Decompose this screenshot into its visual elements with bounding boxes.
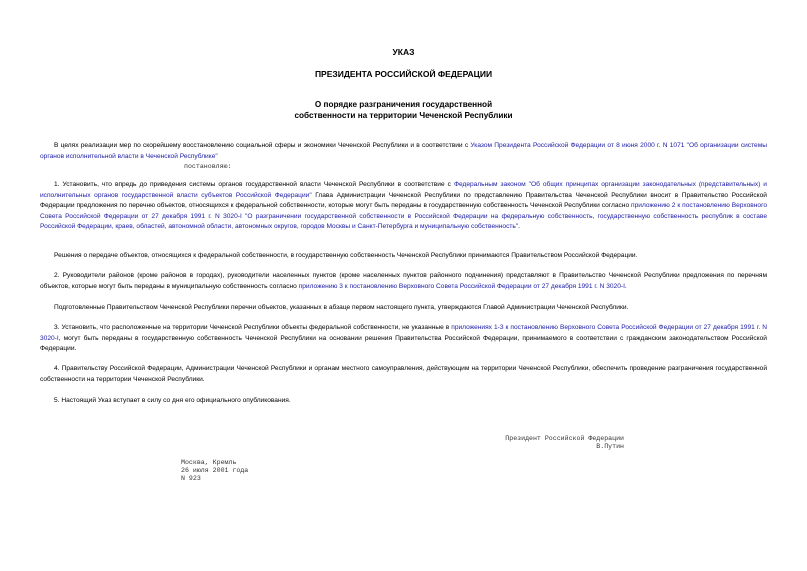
paragraph-2-text-a: 2. Руководители районов (кроме районов в городах), руководители населенных пунктов (кроме населенных пунктов районного подчинения) представляют в Правительство Чеченской Республики предложения по перечням объектов, которые могут быть переданы в муниципальную собственность согласно [40,272,767,290]
paragraph-2-second-text: Подготовленные Правительством Чеченской Республики перечни объектов, указанных в абзаце первом настоящего пункта, утверждаются Главой Администрации Чеченской Республики. [54,304,629,311]
preamble-paragraph [40,141,767,162]
federal-law-link[interactable]: Федеральным законом "Об общих принципах организации законодательных (представительных) и исполнительных органов государственной власти субъектов Российской Федерации" [40,181,767,199]
paragraph-4-text: 4. Правительству Российской Федерации, Администрации Чеченской Республики и органам местного самоуправления, действующим на территории Чеченской Республики, обеспечить проведение разграничения государственной собственности на территории Чеченской Республики. [40,365,767,383]
paragraph-1-text-a: 1. Установить, что впредь до приведения системы органов государственной власти Чеченской Республики в соответствие с [54,181,454,188]
paragraph-5-text: 5. Настоящий Указ вступает в силу со дня его официального опубликования. [54,397,291,404]
paragraph-1 [40,180,767,233]
paragraph-1-second-text: Решения о передаче объектов, относящихся к федеральной собственности, в государственную собственность Чеченской Республики принимаются Правительством Российской Федерации. [54,252,638,259]
paragraph-1-text-b: Глава Администрации Чеченской Республики по представлению Правительства Чеченской Республики вносит в Правительство Российской Федерации предложения по перечню объектов, относящихся к федеральной собственности, которые могут быть переданы в государственную собственность Чеченской Республики согласно [40,191,767,210]
paragraph-2-text-b: . [624,282,627,290]
paragraph-1-second [40,251,767,262]
place-date: 26 июля 2001 года [181,467,249,474]
paragraph-1-text-c: . [518,223,521,231]
appendices-1-3-link[interactable]: приложениях 1-3 к постановлению Верховного Совета Российской Федерации от 27 декабря 1991 г. N 3020-I [40,324,767,342]
document-topic-line2: собственности на территории Чеченской Республики [294,111,513,120]
preamble-decree-link[interactable]: Указом Президента Российской Федерации от 8 июня 2000 г. N 1071 "Об организации системы органов исполнительной власти в Чеченской Республике" [40,142,767,160]
signature-position: Президент Российской Федерации [505,435,624,442]
paragraph-4 [40,364,767,385]
appendix-2-link[interactable]: приложению 2 к постановлению Верховного Совета Российской Федерации от 27 декабря 1991 г. N 3020-I "О разграничении государственной собственности в Российской Федерации на федеральную собственность, государственную собственность республик в составе Российской Федерации, краев, областей, автономной области, автономных округов, городов Москвы и Санкт-Петербурга и муниципальную собственность" [40,202,767,231]
paragraph-3-text-a: 3. Установить, что расположенные на территории Чеченской Республики объекты федеральной собственности, не указанные в [54,324,452,331]
appendix-3-link[interactable]: приложению 3 к постановлению Верховного Совета Российской Федерации от 27 декабря 1991 г. N 3020-I [298,282,625,290]
signature-name: В.Путин [596,443,624,450]
document-topic-line1: О порядке разграничения государственной [314,100,493,109]
document-issuer: ПРЕЗИДЕНТА РОССИЙСКОЙ ФЕДЕРАЦИИ [314,69,493,79]
paragraph-2-second [40,303,767,314]
document-title: УКАЗ [392,47,415,57]
decree-word: постановляю: [184,163,232,170]
paragraph-2 [40,271,767,292]
preamble-text: В целях реализации мер по скорейшему восстановлению социальной сферы и экономики Чеченской Республики и в соответствии с [54,142,471,149]
paragraph-3 [40,323,767,355]
decree-number: N 923 [181,475,201,482]
paragraph-5 [40,396,767,407]
place-city: Москва, Кремль [181,459,237,466]
paragraph-3-text-b: , могут быть переданы в государственную собственность Чеченской Республики на основании решения Правительства Российской Федерации, принимаемого в соответствии с гражданским законодательством Российской Федерации. [40,334,767,353]
